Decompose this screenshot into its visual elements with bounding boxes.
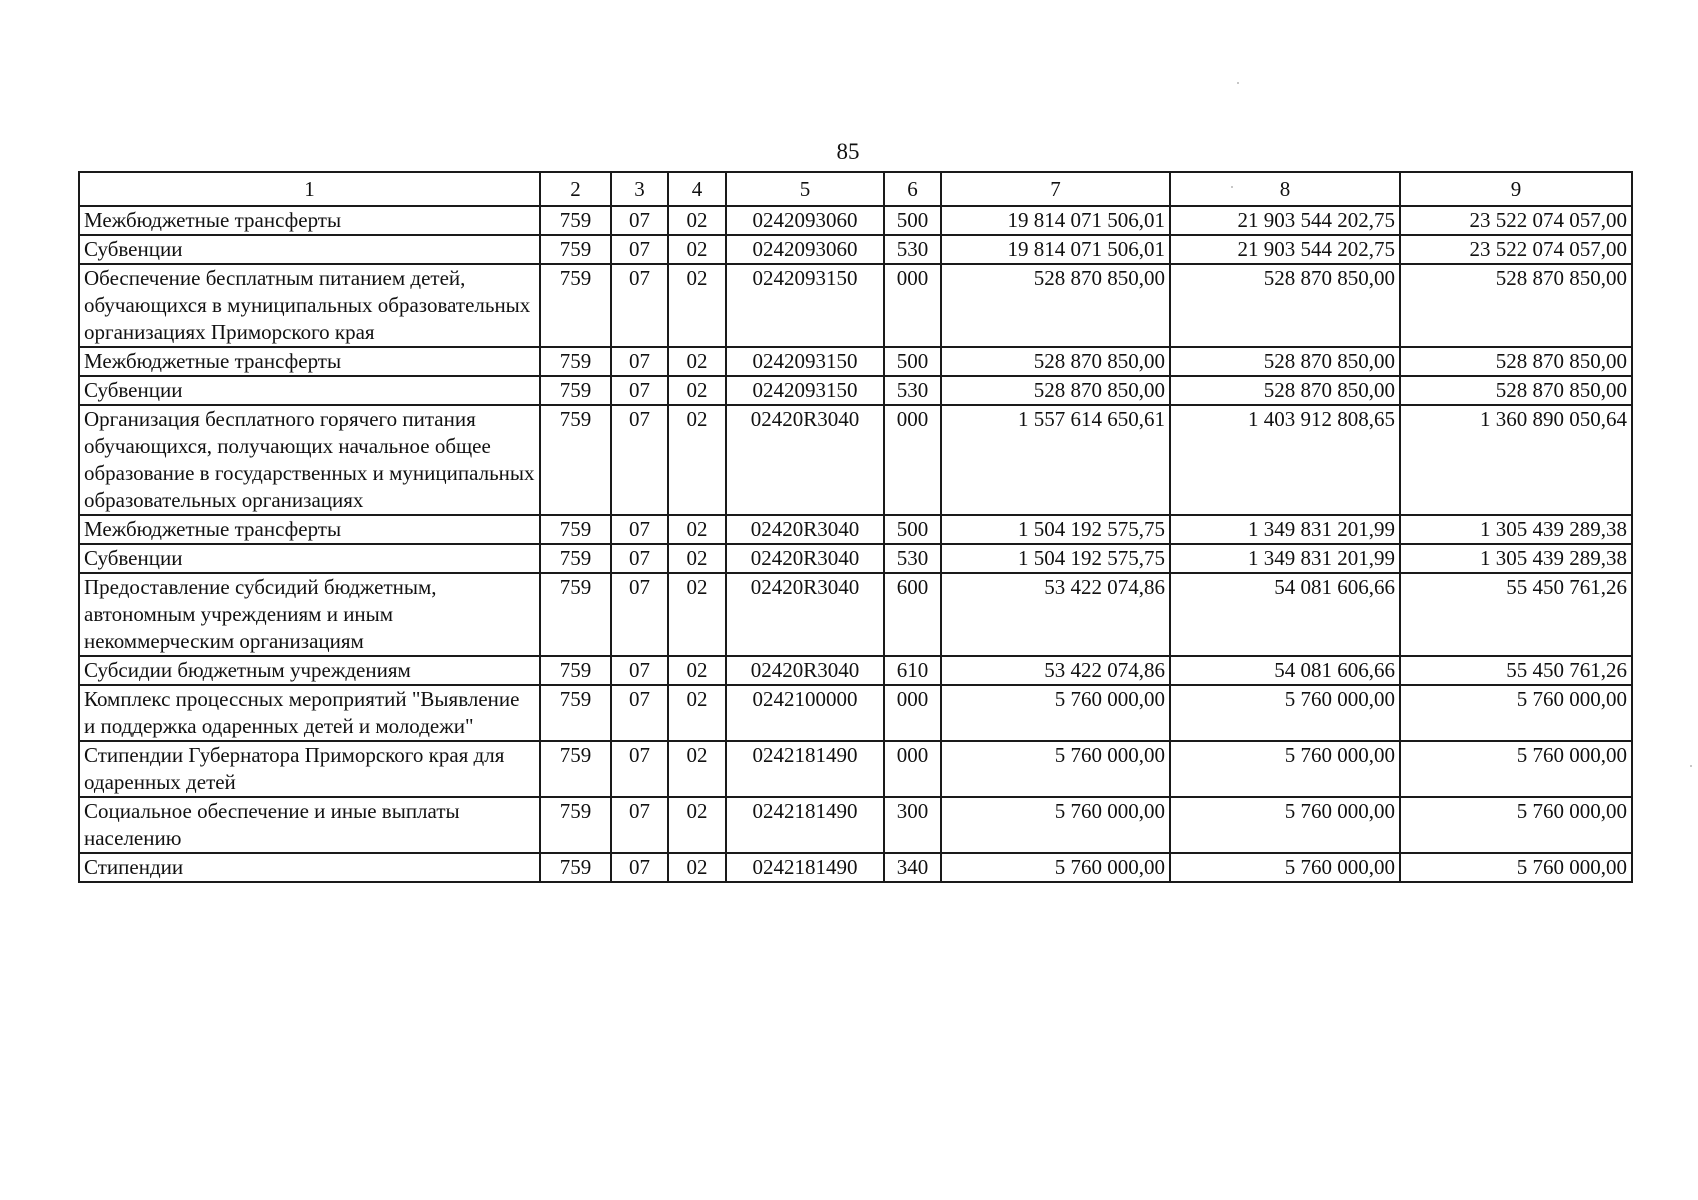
scan-speck bbox=[1231, 186, 1233, 188]
amount-year1-cell: 528 870 850,00 bbox=[941, 264, 1170, 347]
admin-code-cell: 759 bbox=[540, 573, 611, 656]
section-cell: 07 bbox=[611, 347, 668, 376]
column-header: 6 bbox=[884, 172, 941, 206]
section-cell: 07 bbox=[611, 376, 668, 405]
section-cell: 07 bbox=[611, 544, 668, 573]
subsection-cell: 02 bbox=[668, 405, 726, 515]
amount-year2-cell: 528 870 850,00 bbox=[1170, 347, 1400, 376]
amount-year3-cell: 5 760 000,00 bbox=[1400, 797, 1632, 853]
expense-type-cell: 530 bbox=[884, 235, 941, 264]
amount-year1-cell: 5 760 000,00 bbox=[941, 685, 1170, 741]
subsection-cell: 02 bbox=[668, 853, 726, 882]
budget-table bbox=[78, 171, 1633, 883]
row-name-cell: Организация бесплатного горячего питания обучающихся, получающих начальное общее образование в государственных и муниципальных образовательных организациях bbox=[79, 405, 540, 515]
target-article-cell: 0242181490 bbox=[726, 741, 884, 797]
target-article-cell: 02420R3040 bbox=[726, 573, 884, 656]
admin-code-cell: 759 bbox=[540, 405, 611, 515]
section-cell: 07 bbox=[611, 741, 668, 797]
section-cell: 07 bbox=[611, 797, 668, 853]
table-row bbox=[79, 235, 1632, 264]
column-header: 5 bbox=[726, 172, 884, 206]
section-cell: 07 bbox=[611, 405, 668, 515]
amount-year3-cell: 528 870 850,00 bbox=[1400, 264, 1632, 347]
admin-code-cell: 759 bbox=[540, 206, 611, 235]
row-name-cell: Стипендии bbox=[79, 853, 540, 882]
amount-year3-cell: 23 522 074 057,00 bbox=[1400, 235, 1632, 264]
amount-year3-cell: 55 450 761,26 bbox=[1400, 573, 1632, 656]
amount-year1-cell: 19 814 071 506,01 bbox=[941, 235, 1170, 264]
row-name-cell: Стипендии Губернатора Приморского края для одаренных детей bbox=[79, 741, 540, 797]
target-article-cell: 0242093150 bbox=[726, 347, 884, 376]
amount-year3-cell: 1 305 439 289,38 bbox=[1400, 515, 1632, 544]
target-article-cell: 02420R3040 bbox=[726, 515, 884, 544]
amount-year1-cell: 1 557 614 650,61 bbox=[941, 405, 1170, 515]
amount-year2-cell: 54 081 606,66 bbox=[1170, 573, 1400, 656]
amount-year1-cell: 5 760 000,00 bbox=[941, 853, 1170, 882]
table-row bbox=[79, 544, 1632, 573]
amount-year3-cell: 1 360 890 050,64 bbox=[1400, 405, 1632, 515]
admin-code-cell: 759 bbox=[540, 853, 611, 882]
section-cell: 07 bbox=[611, 656, 668, 685]
amount-year1-cell: 19 814 071 506,01 bbox=[941, 206, 1170, 235]
row-name-cell: Субвенции bbox=[79, 235, 540, 264]
amount-year3-cell: 5 760 000,00 bbox=[1400, 853, 1632, 882]
row-name-cell: Субсидии бюджетным учреждениям bbox=[79, 656, 540, 685]
expense-type-cell: 000 bbox=[884, 264, 941, 347]
target-article-cell: 0242100000 bbox=[726, 685, 884, 741]
subsection-cell: 02 bbox=[668, 206, 726, 235]
admin-code-cell: 759 bbox=[540, 741, 611, 797]
column-header: 8 bbox=[1170, 172, 1400, 206]
target-article-cell: 0242093150 bbox=[726, 376, 884, 405]
section-cell: 07 bbox=[611, 515, 668, 544]
target-article-cell: 0242093150 bbox=[726, 264, 884, 347]
amount-year3-cell: 1 305 439 289,38 bbox=[1400, 544, 1632, 573]
subsection-cell: 02 bbox=[668, 573, 726, 656]
scan-speck bbox=[1237, 82, 1239, 84]
amount-year2-cell: 528 870 850,00 bbox=[1170, 376, 1400, 405]
subsection-cell: 02 bbox=[668, 376, 726, 405]
amount-year3-cell: 5 760 000,00 bbox=[1400, 741, 1632, 797]
expense-type-cell: 530 bbox=[884, 544, 941, 573]
expense-type-cell: 000 bbox=[884, 405, 941, 515]
row-name-cell: Субвенции bbox=[79, 376, 540, 405]
expense-type-cell: 610 bbox=[884, 656, 941, 685]
section-cell: 07 bbox=[611, 573, 668, 656]
expense-type-cell: 500 bbox=[884, 515, 941, 544]
expense-type-cell: 000 bbox=[884, 685, 941, 741]
table-row bbox=[79, 685, 1632, 741]
subsection-cell: 02 bbox=[668, 235, 726, 264]
target-article-cell: 0242093060 bbox=[726, 206, 884, 235]
admin-code-cell: 759 bbox=[540, 235, 611, 264]
amount-year3-cell: 528 870 850,00 bbox=[1400, 347, 1632, 376]
amount-year3-cell: 528 870 850,00 bbox=[1400, 376, 1632, 405]
amount-year2-cell: 1 349 831 201,99 bbox=[1170, 544, 1400, 573]
expense-type-cell: 300 bbox=[884, 797, 941, 853]
target-article-cell: 0242093060 bbox=[726, 235, 884, 264]
row-name-cell: Межбюджетные трансферты bbox=[79, 206, 540, 235]
expense-type-cell: 500 bbox=[884, 206, 941, 235]
table-row bbox=[79, 206, 1632, 235]
table-row bbox=[79, 376, 1632, 405]
subsection-cell: 02 bbox=[668, 264, 726, 347]
column-header: 7 bbox=[941, 172, 1170, 206]
column-header: 4 bbox=[668, 172, 726, 206]
amount-year3-cell: 55 450 761,26 bbox=[1400, 656, 1632, 685]
expense-type-cell: 000 bbox=[884, 741, 941, 797]
section-cell: 07 bbox=[611, 206, 668, 235]
expense-type-cell: 500 bbox=[884, 347, 941, 376]
target-article-cell: 02420R3040 bbox=[726, 544, 884, 573]
column-number-row bbox=[79, 172, 1632, 206]
target-article-cell: 0242181490 bbox=[726, 853, 884, 882]
amount-year1-cell: 1 504 192 575,75 bbox=[941, 544, 1170, 573]
subsection-cell: 02 bbox=[668, 515, 726, 544]
admin-code-cell: 759 bbox=[540, 797, 611, 853]
amount-year2-cell: 5 760 000,00 bbox=[1170, 853, 1400, 882]
admin-code-cell: 759 bbox=[540, 656, 611, 685]
section-cell: 07 bbox=[611, 235, 668, 264]
target-article-cell: 02420R3040 bbox=[726, 656, 884, 685]
subsection-cell: 02 bbox=[668, 685, 726, 741]
scan-speck bbox=[1690, 765, 1692, 767]
amount-year2-cell: 528 870 850,00 bbox=[1170, 264, 1400, 347]
table-row bbox=[79, 347, 1632, 376]
target-article-cell: 02420R3040 bbox=[726, 405, 884, 515]
table-row bbox=[79, 573, 1632, 656]
table-row bbox=[79, 264, 1632, 347]
amount-year1-cell: 5 760 000,00 bbox=[941, 741, 1170, 797]
subsection-cell: 02 bbox=[668, 656, 726, 685]
admin-code-cell: 759 bbox=[540, 685, 611, 741]
page-number: 85 bbox=[836, 139, 860, 164]
table-row bbox=[79, 515, 1632, 544]
amount-year2-cell: 5 760 000,00 bbox=[1170, 685, 1400, 741]
table-row bbox=[79, 656, 1632, 685]
admin-code-cell: 759 bbox=[540, 347, 611, 376]
target-article-cell: 0242181490 bbox=[726, 797, 884, 853]
section-cell: 07 bbox=[611, 264, 668, 347]
amount-year3-cell: 23 522 074 057,00 bbox=[1400, 206, 1632, 235]
row-name-cell: Субвенции bbox=[79, 544, 540, 573]
row-name-cell: Комплекс процессных мероприятий "Выявление и поддержка одаренных детей и молодежи" bbox=[79, 685, 540, 741]
amount-year1-cell: 528 870 850,00 bbox=[941, 347, 1170, 376]
subsection-cell: 02 bbox=[668, 797, 726, 853]
amount-year1-cell: 528 870 850,00 bbox=[941, 376, 1170, 405]
row-name-cell: Межбюджетные трансферты bbox=[79, 515, 540, 544]
amount-year1-cell: 53 422 074,86 bbox=[941, 656, 1170, 685]
amount-year2-cell: 54 081 606,66 bbox=[1170, 656, 1400, 685]
admin-code-cell: 759 bbox=[540, 376, 611, 405]
amount-year2-cell: 5 760 000,00 bbox=[1170, 741, 1400, 797]
section-cell: 07 bbox=[611, 685, 668, 741]
amount-year2-cell: 1 349 831 201,99 bbox=[1170, 515, 1400, 544]
expense-type-cell: 340 bbox=[884, 853, 941, 882]
subsection-cell: 02 bbox=[668, 347, 726, 376]
amount-year2-cell: 21 903 544 202,75 bbox=[1170, 206, 1400, 235]
row-name-cell: Обеспечение бесплатным питанием детей, обучающихся в муниципальных образовательных организациях Приморского края bbox=[79, 264, 540, 347]
amount-year1-cell: 5 760 000,00 bbox=[941, 797, 1170, 853]
amount-year2-cell: 5 760 000,00 bbox=[1170, 797, 1400, 853]
amount-year3-cell: 5 760 000,00 bbox=[1400, 685, 1632, 741]
subsection-cell: 02 bbox=[668, 544, 726, 573]
subsection-cell: 02 bbox=[668, 741, 726, 797]
column-header: 9 bbox=[1400, 172, 1632, 206]
table-row bbox=[79, 741, 1632, 797]
table-row bbox=[79, 853, 1632, 882]
amount-year1-cell: 53 422 074,86 bbox=[941, 573, 1170, 656]
table-row bbox=[79, 405, 1632, 515]
table-row bbox=[79, 797, 1632, 853]
amount-year1-cell: 1 504 192 575,75 bbox=[941, 515, 1170, 544]
row-name-cell: Предоставление субсидий бюджетным, автономным учреждениям и иным некоммерческим организациям bbox=[79, 573, 540, 656]
column-header: 3 bbox=[611, 172, 668, 206]
amount-year2-cell: 1 403 912 808,65 bbox=[1170, 405, 1400, 515]
expense-type-cell: 530 bbox=[884, 376, 941, 405]
row-name-cell: Межбюджетные трансферты bbox=[79, 347, 540, 376]
admin-code-cell: 759 bbox=[540, 264, 611, 347]
column-header: 2 bbox=[540, 172, 611, 206]
row-name-cell: Социальное обеспечение и иные выплаты населению bbox=[79, 797, 540, 853]
section-cell: 07 bbox=[611, 853, 668, 882]
amount-year2-cell: 21 903 544 202,75 bbox=[1170, 235, 1400, 264]
admin-code-cell: 759 bbox=[540, 515, 611, 544]
column-header: 1 bbox=[79, 172, 540, 206]
expense-type-cell: 600 bbox=[884, 573, 941, 656]
admin-code-cell: 759 bbox=[540, 544, 611, 573]
